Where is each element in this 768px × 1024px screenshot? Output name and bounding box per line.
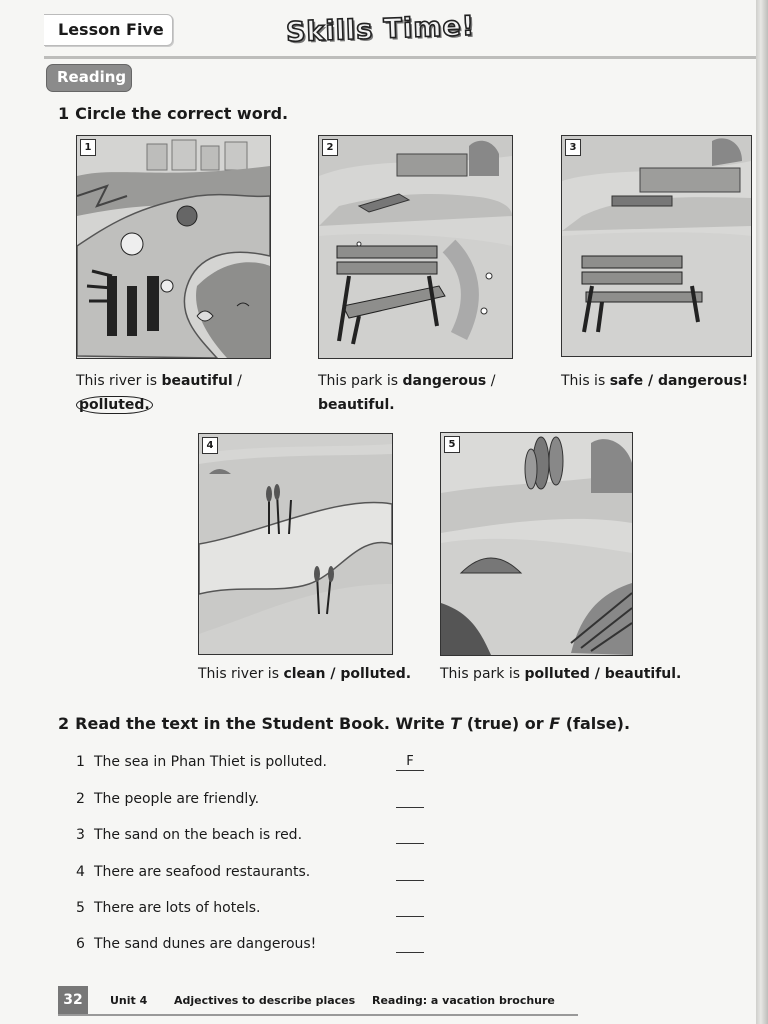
- page-edge: [756, 0, 768, 1024]
- question-row: 5 There are lots of hotels.: [76, 900, 261, 916]
- picture-beautiful-park: [440, 432, 633, 656]
- caption-1: This river is beautiful / polluted.: [76, 373, 242, 413]
- question-row: 6 The sand dunes are dangerous!: [76, 936, 317, 952]
- answer-field[interactable]: [396, 791, 424, 808]
- caption-2: This park is dangerous / beautiful.: [318, 373, 496, 413]
- picture-number: 2: [322, 139, 338, 156]
- caption-4: This river is clean / polluted.: [198, 666, 412, 682]
- exercise-number: 2: [58, 714, 70, 733]
- answer-field[interactable]: [396, 936, 424, 953]
- option-safe[interactable]: safe: [609, 373, 644, 389]
- answer-field[interactable]: [396, 827, 424, 844]
- caption-5: This park is polluted / beautiful.: [440, 666, 682, 682]
- footer-topic: Adjectives to describe places: [174, 994, 356, 1007]
- footer-unit: Unit 4: [110, 994, 148, 1007]
- page-title: Skills Time!: [285, 10, 476, 49]
- answer-field[interactable]: [396, 864, 424, 881]
- section-tab-label: Reading: [57, 68, 127, 86]
- picture-broken-bench-park: [318, 135, 513, 359]
- question-row: 2 The people are friendly.: [76, 791, 260, 807]
- option-clean[interactable]: clean: [283, 666, 326, 682]
- picture-number: 3: [565, 139, 581, 156]
- option-polluted[interactable]: polluted: [524, 666, 590, 682]
- caption-3: This is safe / dangerous!: [561, 373, 749, 389]
- picture-clean-river: [198, 433, 393, 655]
- exercise-1-heading: [58, 104, 288, 123]
- option-beautiful[interactable]: beautiful.: [604, 666, 682, 682]
- section-tab-reading: [46, 64, 132, 92]
- question-row: 4 There are seafood restaurants.: [76, 864, 311, 880]
- picture-number: 5: [444, 436, 460, 453]
- picture-polluted-river: [76, 135, 271, 359]
- answer-field[interactable]: F: [396, 754, 424, 771]
- option-dangerous[interactable]: dangerous!: [657, 373, 749, 389]
- option-beautiful[interactable]: beautiful: [161, 373, 233, 389]
- footer-skill: Reading: a vacation brochure: [372, 994, 555, 1007]
- answer-field[interactable]: [396, 900, 424, 917]
- option-beautiful[interactable]: beautiful.: [318, 397, 395, 413]
- question-row: 3 The sand on the beach is red.: [76, 827, 303, 843]
- exercise-number: 1: [58, 104, 70, 123]
- picture-number: 1: [80, 139, 96, 156]
- picture-number: 4: [202, 437, 218, 454]
- page-number: 32: [58, 986, 88, 1014]
- footer-divider: [58, 1014, 578, 1016]
- exercise-instruction: Circle the correct word.: [75, 104, 289, 123]
- lesson-label: Lesson Five: [58, 20, 164, 39]
- picture-safe-park: [561, 135, 752, 357]
- option-dangerous[interactable]: dangerous: [402, 373, 487, 389]
- header-divider: [44, 56, 756, 59]
- lesson-tag: [44, 14, 173, 46]
- option-polluted-circled[interactable]: polluted.: [76, 396, 153, 414]
- option-polluted[interactable]: polluted.: [340, 666, 412, 682]
- exercise-2-heading: 2 Read the text in the Student Book. Write T (true) or F (false).: [58, 714, 631, 733]
- question-row: 1 The sea in Phan Thiet is polluted.: [76, 754, 327, 770]
